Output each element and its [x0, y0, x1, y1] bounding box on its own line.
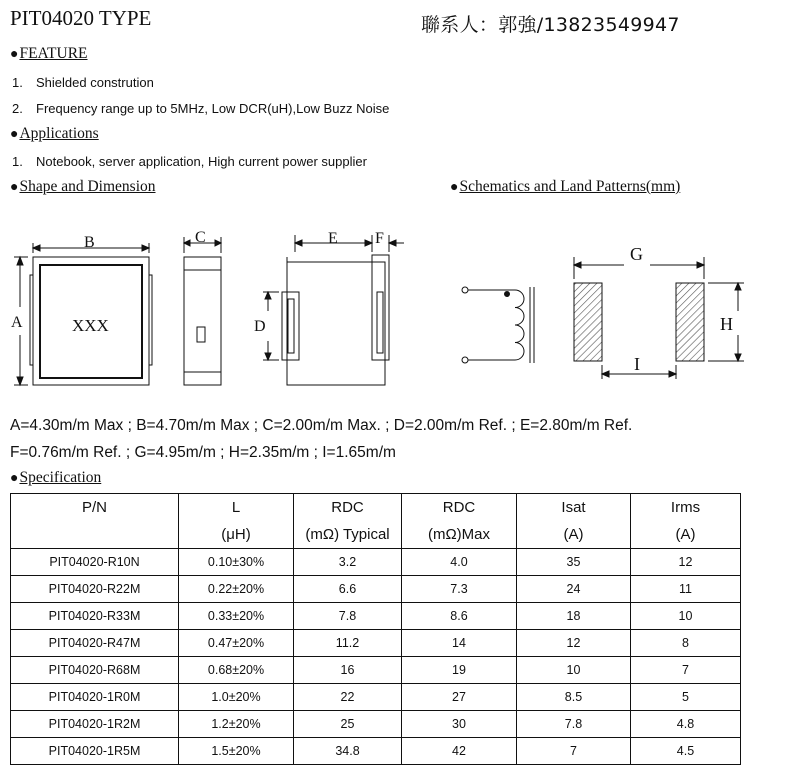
table-cell: PIT04020-R33M: [11, 603, 179, 630]
label-f: F: [375, 230, 384, 247]
table-cell: 7: [631, 657, 741, 684]
table-cell: PIT04020-1R0M: [11, 684, 179, 711]
table-cell: 12: [517, 630, 631, 657]
table-cell: 34.8: [294, 738, 402, 765]
table-cell: 8.5: [517, 684, 631, 711]
header-cell: (μH): [179, 521, 294, 549]
table-row: [11, 549, 741, 576]
header-cell: (mΩ) Typical: [294, 521, 402, 549]
table-cell: 7.8: [517, 711, 631, 738]
land-pattern: [574, 257, 744, 379]
header-cell: [11, 521, 179, 549]
table-cell: PIT04020-R22M: [11, 576, 179, 603]
bullet-icon: ●: [450, 180, 459, 195]
table-cell: 35: [517, 549, 631, 576]
label-g: G: [630, 244, 643, 264]
specification-table: [10, 493, 741, 765]
table-cell: 8.6: [402, 603, 517, 630]
table-row: [11, 576, 741, 603]
table-cell: 0.22±20%: [179, 576, 294, 603]
bullet-icon: ●: [10, 47, 19, 62]
table-cell: 8: [631, 630, 741, 657]
table-cell: 4.5: [631, 738, 741, 765]
header-cell: (A): [517, 521, 631, 549]
table-cell: 7.8: [294, 603, 402, 630]
bullet-icon: ●: [10, 180, 19, 195]
label-b: B: [84, 234, 95, 251]
table-cell: 4.8: [631, 711, 741, 738]
table-cell: 14: [402, 630, 517, 657]
table-cell: 10: [517, 657, 631, 684]
header-cell: P/N: [11, 494, 179, 522]
label-d: D: [254, 318, 266, 335]
bullet-icon: ●: [10, 127, 19, 142]
table-cell: 42: [402, 738, 517, 765]
table-cell: 12: [631, 549, 741, 576]
contact-info: 聯系人：郭強/13823549947: [421, 14, 680, 36]
table-cell: PIT04020-R10N: [11, 549, 179, 576]
feature-heading: ●FEATURE: [10, 45, 88, 62]
table-cell: PIT04020-R47M: [11, 630, 179, 657]
table-row: [11, 603, 741, 630]
label-i: I: [634, 354, 640, 374]
table-cell: 0.10±30%: [179, 549, 294, 576]
header-cell: RDC: [402, 494, 517, 522]
bottom-view: [263, 235, 404, 385]
table-header-row: [11, 521, 741, 549]
table-cell: 19: [402, 657, 517, 684]
side-view: [184, 237, 221, 385]
table-cell: PIT04020-1R5M: [11, 738, 179, 765]
feature-item: 1. Shielded constrution: [12, 75, 154, 90]
label-c: C: [195, 229, 206, 246]
page-title: PIT04020 TYPE: [10, 6, 152, 30]
table-cell: 11.2: [294, 630, 402, 657]
header-cell: Isat: [517, 494, 631, 522]
table-cell: 30: [402, 711, 517, 738]
table-cell: 16: [294, 657, 402, 684]
header-cell: (A): [631, 521, 741, 549]
header-cell: Irms: [631, 494, 741, 522]
table-cell: 10: [631, 603, 741, 630]
table-cell: PIT04020-1R2M: [11, 711, 179, 738]
table-cell: 1.2±20%: [179, 711, 294, 738]
header-cell: (mΩ)Max: [402, 521, 517, 549]
top-view: [14, 243, 152, 385]
table-row: [11, 711, 741, 738]
label-h: H: [720, 314, 733, 334]
table-row: [11, 738, 741, 765]
table-header-row: [11, 494, 741, 522]
table-cell: 7: [517, 738, 631, 765]
table-cell: 22: [294, 684, 402, 711]
shape-heading: ●Shape and Dimension: [10, 178, 156, 195]
applications-item: 1. Notebook, server application, High current power supplier: [12, 154, 367, 169]
table-cell: 0.47±20%: [179, 630, 294, 657]
header-cell: RDC: [294, 494, 402, 522]
dimension-drawing: [0, 215, 792, 390]
table-row: [11, 684, 741, 711]
table-cell: 1.5±20%: [179, 738, 294, 765]
label-e: E: [328, 230, 338, 247]
label-a: A: [11, 314, 23, 331]
table-cell: 0.68±20%: [179, 657, 294, 684]
table-cell: 25: [294, 711, 402, 738]
table-cell: 5: [631, 684, 741, 711]
applications-heading: ●Applications: [10, 125, 99, 142]
inductor-schematic: [462, 287, 534, 363]
dimensions-line-1: A=4.30m/m Max ; B=4.70m/m Max ; C=2.00m/m Max. ; D=2.00m/m Ref. ; E=2.80m/m Ref.: [10, 417, 633, 434]
table-cell: 11: [631, 576, 741, 603]
table-cell: PIT04020-R68M: [11, 657, 179, 684]
table-cell: 27: [402, 684, 517, 711]
table-cell: 1.0±20%: [179, 684, 294, 711]
table-cell: 0.33±20%: [179, 603, 294, 630]
table-cell: 24: [517, 576, 631, 603]
table-cell: 4.0: [402, 549, 517, 576]
table-cell: 6.6: [294, 576, 402, 603]
table-row: [11, 630, 741, 657]
dimensions-line-2: F=0.76m/m Ref. ; G=4.95m/m ; H=2.35m/m ; I=1.65m/m: [10, 444, 396, 461]
table-cell: 18: [517, 603, 631, 630]
bullet-icon: ●: [10, 471, 19, 486]
table-cell: 7.3: [402, 576, 517, 603]
header-cell: L: [179, 494, 294, 522]
schematics-heading: ●Schematics and Land Patterns(mm): [450, 178, 681, 195]
specification-heading: ●Specification: [10, 469, 102, 486]
marking-text: XXX: [72, 316, 109, 335]
feature-item: 2. Frequency range up to 5MHz, Low DCR(uH),Low Buzz Noise: [12, 101, 390, 116]
table-cell: 3.2: [294, 549, 402, 576]
table-row: [11, 657, 741, 684]
